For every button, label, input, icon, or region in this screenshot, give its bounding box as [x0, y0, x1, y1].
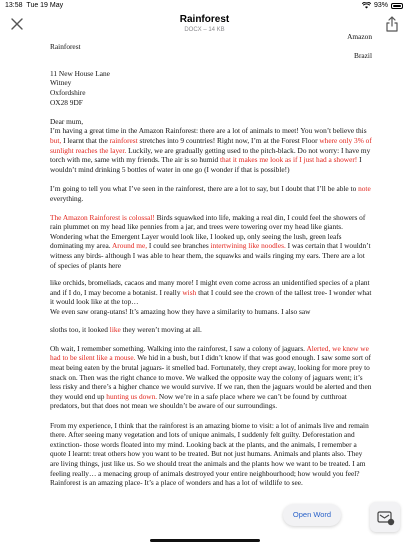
paragraph: [50, 344, 372, 411]
battery-icon: [391, 3, 403, 9]
text-run: that I could see the crown of the tallest tree- I wonder what it would look like at the top…: [50, 287, 372, 307]
status-time: [5, 0, 63, 11]
text-run: I could see branches: [147, 241, 211, 251]
text-run: I’m having a great time in the Amazon Rainforest: there are a lot of animals to meet! You won’t believe this: [50, 126, 367, 136]
document-body: [50, 32, 372, 488]
paragraph: [50, 421, 372, 488]
highlighted-text: Around me,: [112, 241, 148, 251]
paragraph: [50, 213, 372, 271]
document-title: Rainforest: [179, 14, 230, 25]
text-run: like orchids, bromeliads, cacaos and many more! I might even come across an unidentified species of a plant and if I do, I may become a botanist. I really: [50, 278, 370, 297]
highlighted-text: intertwining like noodles.: [210, 241, 286, 251]
paragraph: [50, 278, 372, 307]
greeting: Dear mum,: [50, 116, 84, 126]
highlighted-text: where only 3% of sunlight reaches the layer.: [50, 135, 372, 155]
highlighted-text: that it makes me look as if I just had a shower!: [219, 155, 358, 165]
text-run: stretches into 9 countries! Right now, I’m at the Forest Floor: [137, 135, 320, 145]
highlighted-text: note: [358, 183, 371, 193]
address-line: Rainforest: [50, 41, 81, 51]
text-run: they weren’t moving at all.: [120, 324, 202, 334]
paragraph: [50, 325, 372, 335]
share-icon[interactable]: [385, 16, 399, 32]
text-run: I was certain that I wouldn’t witness any birds- although I was able to hear them, the squawks and wails ringing my ears. There are a lot of species of plants here: [50, 241, 371, 270]
paragraph: [50, 184, 372, 203]
address-line: 11 New House Lane: [50, 68, 110, 78]
status-right: [362, 0, 403, 11]
highlighted-text: hunting us down.: [106, 391, 158, 401]
address-line: Oxfordshire: [50, 87, 86, 97]
address-line: Witney: [50, 78, 72, 88]
address-line: OX28 9DF: [50, 97, 83, 107]
paragraph: We even saw orang-utans! It’s amazing how they have a similarity to humans. I also saw: [50, 307, 311, 317]
highlighted-text: but,: [50, 135, 62, 145]
document-subtitle: DOCX – 14 KB: [184, 27, 225, 33]
text-run: I learnt that the: [61, 135, 110, 145]
highlighted-text: The Amazon Rainforest is colossal!: [50, 212, 155, 222]
text-run: everything.: [50, 193, 84, 203]
text-run: We hid in a bush, but I didn’t know if that was good enough. I saw some sort of meat being eaten by the brutal jaguars- it smelled bad. Fortunately, they crept away, looking for more prey to snack on. Then was the right chance to move. We walked the opposite way the colony of jaguars went; it’s less risky and there’s a higher chance we would survive. If we ran, then the jaguars would be alerted and then they would end up: [50, 353, 372, 401]
text-run: From my experience, I think that the rainforest is an amazing biome to visit: a lot of animals live and remain there. After seeing many vegetation and lots of unique animals, I suddenly felt guilty. Deforestation and extinction- those words floated into my mind. Looking back at the plants, and the animals, I remember a quote I learnt: treat others how you want to be treated. But not just humans. Animals and plants also. They are living things, just like us. So we should treat the animals and the plants how we want to be treated. I am feeling really… a menacing group of animals destroyed your entire neighbourhood; how would you feel? Rainforest is an amazing place- It’s a place of wonders and has a lot of wildlife to see.: [50, 420, 369, 488]
text-run: Oh wait, I remember something. Walking into the rainforest, I saw a colony of jaguars.: [50, 343, 307, 353]
highlighted-text: like: [109, 324, 121, 334]
wifi-icon: [362, 2, 371, 9]
battery-percent: 93%: [373, 2, 388, 9]
text-run: Now we’re in a safe place where we can’t be found by cutthroat predators, but that does not mean we shouldn’t be aware of our surroundings.: [50, 391, 347, 411]
markup-button[interactable]: [370, 502, 400, 532]
status-bar: [0, 0, 409, 11]
markup-icon: [370, 502, 400, 532]
status-date: Tue 19 May: [26, 2, 64, 9]
text-run: I wouldn’t mind drinking 5 bottles of water in one go (I wonder if that is possible!): [50, 155, 362, 174]
address-line: Brazil: [354, 51, 372, 61]
highlighted-text: Alerted, we knew we had to be silent like a mouse.: [50, 343, 369, 363]
text-run: Luckily, we are gradually getting used to the pitch-black. Do not worry: I have my torch with me, same with my friends. The air is so humid: [50, 145, 371, 165]
address-line: Amazon: [347, 32, 372, 41]
text-run: sloths too, it looked: [50, 324, 110, 334]
open-word-button[interactable]: Open Word: [283, 504, 341, 526]
home-indicator: [150, 539, 260, 542]
text-run: I’m going to tell you what I’ve seen in the rainforest, there are a lot to say, but I doubt that I’ll be able to: [50, 183, 359, 193]
paragraph: [50, 126, 372, 174]
highlighted-text: wish: [182, 287, 197, 297]
text-run: Birds squawked into life, making a real din, I could feel the showers of rain plummet on my head like pennies from a jar, and trees were towering over my head like giants. Wondering what the Emergent Layer would look like, I looked up, only seeing the lush, green leafs dominating my area.: [50, 212, 366, 251]
status-clock: 13:58: [5, 2, 23, 9]
highlighted-text: rainforest: [109, 135, 138, 145]
